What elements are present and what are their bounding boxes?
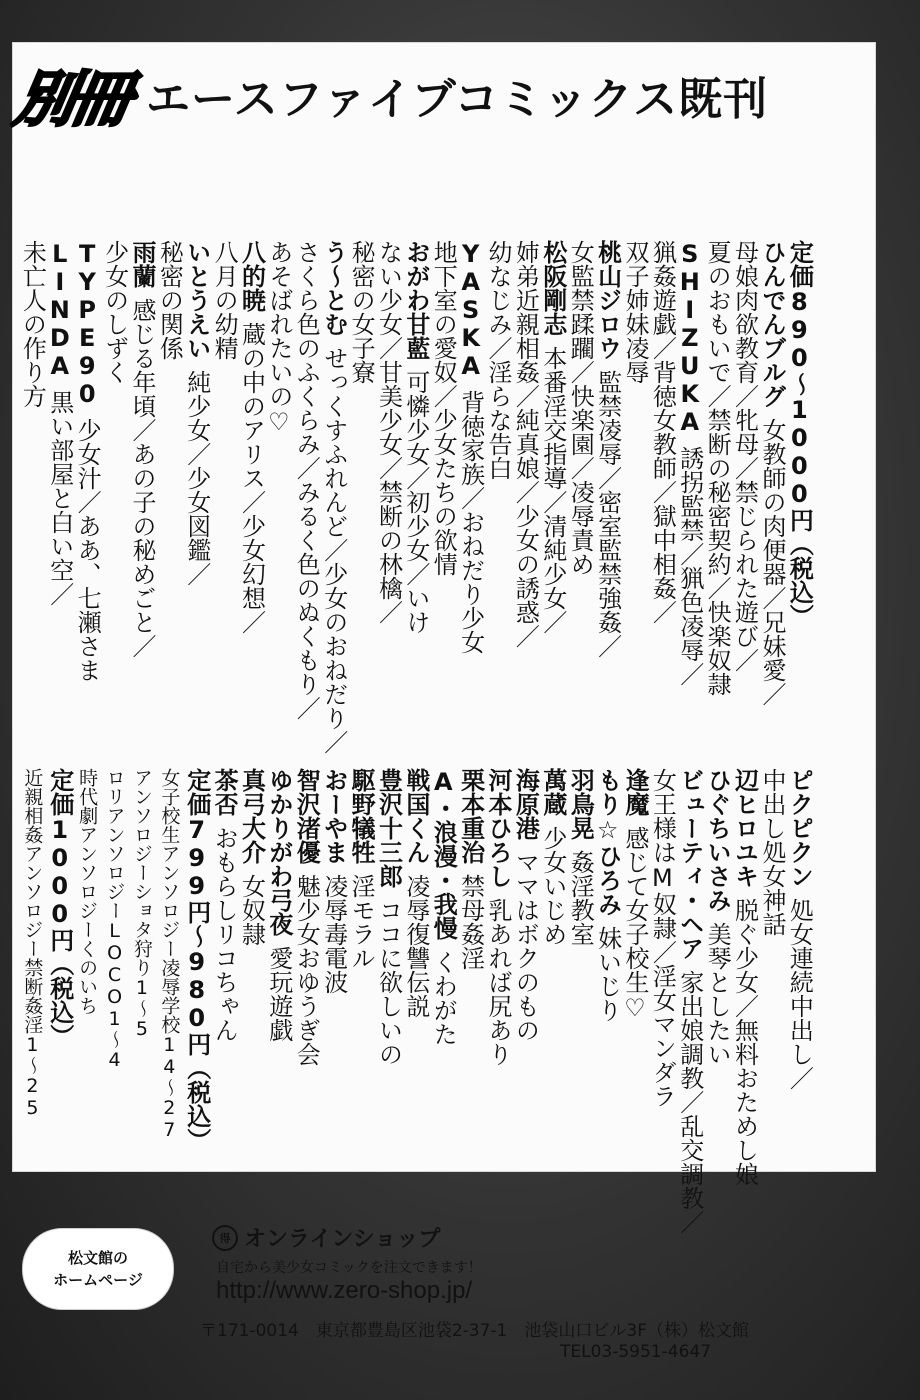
title-list: 蔵の中のアリス／少女幻想／ (237, 322, 266, 634)
shop-tagline: 自宅から美少女コミックを注文できます！ (216, 1260, 482, 1276)
title-list: せっくすふれんど／少女のおねだり／ (319, 346, 348, 754)
title-list: 秘密の女子寮 (347, 240, 376, 384)
catalog-column (237, 768, 264, 1234)
catalog-column (18, 240, 45, 754)
title-list: ココに欲しいの (374, 898, 403, 1066)
title-list: ない少女／甘美少女／禁断の林檎／ (374, 240, 403, 624)
catalog-column (511, 768, 538, 1234)
publisher-address: 〒171-0014 東京都豊島区池袋2-37-1 池袋山口ビル3F（株）松文館 (200, 1321, 749, 1341)
catalog-column (45, 240, 72, 754)
title-list: 乳あれば尻あり (484, 898, 513, 1066)
catalog-column (648, 240, 675, 754)
catalog-column (785, 240, 812, 754)
catalog-column (128, 768, 155, 1234)
author-name: 萬蔵 (538, 768, 567, 816)
author-name: LINDA (45, 240, 74, 380)
author-name: いとうえい (182, 240, 211, 360)
title-list: 少女のしずく (100, 240, 129, 384)
title-list: 猟姦遊戯／背徳女教師／獄中相姦／ (648, 240, 677, 624)
catalog-column (401, 240, 428, 754)
catalog-column (593, 768, 620, 1234)
upper-catalog-list (18, 240, 812, 754)
title-list: 誘拐監禁／猟色凌辱／ (675, 446, 704, 686)
catalog-column (538, 768, 565, 1234)
title-list: 凌辱毒電波 (319, 874, 348, 994)
shop-mark-icon: 得 (212, 1225, 238, 1251)
catalog-column (703, 768, 730, 1234)
catalog-column (100, 768, 127, 1234)
price-line: 定価1000円（税込） (45, 768, 74, 1048)
title-list: 可憐少女／初少女／いけ (401, 370, 430, 634)
homepage-badge[interactable] (22, 1228, 174, 1310)
catalog-column (730, 240, 757, 754)
catalog-column (265, 768, 292, 1234)
catalog-column (155, 240, 182, 754)
catalog-column (429, 240, 456, 754)
catalog-column (73, 768, 100, 1234)
title-list: 脱ぐ少女／無料おためし娘 (730, 898, 759, 1186)
catalog-column (566, 240, 593, 754)
title-list: 女教師の肉便器／兄妹愛／ (757, 418, 786, 706)
title-list: 魅少女おゆうぎ会 (292, 874, 321, 1066)
title-list: おもらしリコちゃん (210, 826, 239, 1042)
title-list: 少女汁／ああ、七瀬さま (73, 418, 102, 682)
catalog-column (292, 768, 319, 1234)
author-name: 桃山ジロウ (593, 240, 622, 360)
page-header (8, 60, 850, 135)
title-list: 女子校生アンソロジー凌辱学校14〜27 (158, 768, 181, 1141)
online-shop-block (212, 1222, 732, 1305)
catalog-column (456, 240, 483, 754)
title-list: 美琴としたい (703, 922, 732, 1066)
title-list: 夏のおもいで／禁断の秘密契約／快楽奴隷 (703, 240, 732, 696)
title-list: 少女いじめ (538, 826, 567, 946)
page-title: エースファイブコミックス既刊 (146, 74, 769, 125)
title-list: 未亡人の作り方 (18, 240, 47, 408)
catalog-column (374, 768, 401, 1234)
title-list: 地下室の愛奴／少女たちの欲情 (429, 240, 458, 576)
catalog-column (237, 240, 264, 754)
badge-line-2: ホームページ (53, 1271, 143, 1289)
catalog-column (128, 240, 155, 754)
catalog-column (18, 768, 45, 1234)
title-list: 処女連続中出し／ (785, 898, 814, 1090)
catalog-column (675, 240, 702, 754)
catalog-column (429, 768, 456, 1234)
author-name: おーやま (319, 768, 348, 864)
title-list: 妹いじり (593, 926, 622, 1022)
catalog-column (566, 768, 593, 1234)
author-name: YASKA (456, 240, 485, 380)
title-list: ロリアンソロジーLOCO1〜4 (103, 768, 126, 1071)
title-list: 凌辱復讐伝説 (401, 874, 430, 1018)
author-name: 栗本重治 (456, 768, 485, 864)
lower-catalog-list (18, 768, 812, 1234)
catalog-column (292, 240, 319, 754)
catalog-column (730, 768, 757, 1234)
catalog-column (758, 240, 785, 754)
title-list: 姉弟近親相姦／純真娘／少女の誘惑／ (511, 240, 540, 648)
author-name: 辺ヒロユキ (730, 768, 759, 888)
title-list: 秘密の関係 (155, 240, 184, 360)
title-list: 感じる年頃／あの子の秘めごと／ (127, 298, 156, 658)
catalog-column (675, 768, 702, 1234)
catalog-column (319, 240, 346, 754)
author-name: TYPE90 (73, 240, 102, 408)
publisher-tel: TEL03-5951-4647 (560, 1342, 712, 1362)
catalog-column (182, 768, 209, 1234)
shop-title: オンラインショップ (244, 1227, 441, 1252)
catalog-column (484, 768, 511, 1234)
author-name: う〜とむ (319, 240, 348, 336)
title-list: 本番淫交指導／清純少女／ (538, 346, 567, 634)
author-name: 智沢渚優 (292, 768, 321, 864)
title-list: 黒い部屋と白い空／ (45, 390, 74, 606)
catalog-column (210, 240, 237, 754)
catalog-column (703, 240, 730, 754)
author-name: 逢魔 (620, 768, 649, 816)
title-list: 八月の幼精 (210, 240, 239, 360)
catalog-column (155, 768, 182, 1234)
author-name: ひんでんブルグ (757, 240, 786, 408)
author-name: 海原港 (511, 768, 540, 840)
title-list: あそばれたいの♡ (264, 240, 293, 436)
title-list: 愛玩遊戯 (264, 946, 293, 1042)
catalog-column (621, 768, 648, 1234)
title-list: 淫モラル (347, 874, 376, 970)
catalog-column (374, 240, 401, 754)
price-line: 定価799円〜980円（税込） (182, 768, 211, 1152)
title-list: 家出娘調教／乱交調教／ (675, 970, 704, 1234)
title-list: ママはボクのもの (511, 850, 540, 1042)
title-list: 女王様はM奴隷／淫女マンダラ (648, 768, 677, 1108)
catalog-column (511, 240, 538, 754)
author-name: おがわ甘藍 (401, 240, 430, 360)
author-name: ピクピクン (785, 768, 814, 888)
title-list: 禁母姦淫 (456, 874, 485, 970)
catalog-column (621, 240, 648, 754)
author-name: A・浪漫・我慢 (429, 768, 458, 940)
catalog-column (538, 240, 565, 754)
title-list: 近親相姦アンソロジー禁断姦淫1〜25 (21, 768, 44, 1119)
catalog-column (182, 240, 209, 754)
author-name: 茶否 (210, 768, 239, 816)
author-name: 松阪剛志 (538, 240, 567, 336)
badge-line-1: 松文館の (67, 1249, 128, 1267)
author-name: 戦国くん (401, 768, 430, 864)
catalog-column (210, 768, 237, 1234)
author-name: ゆかりがわ弓夜 (264, 768, 293, 936)
title-list: アンソロジーショタ狩り1〜5 (130, 768, 153, 1040)
title-list: 背徳家族／おねだり少女 (456, 390, 485, 654)
catalog-column (758, 768, 785, 1234)
price-line: 定価890〜1000円（税込） (785, 240, 814, 628)
catalog-column (319, 768, 346, 1234)
catalog-column (456, 768, 483, 1234)
title-list: くわがた (429, 950, 458, 1046)
catalog-column (45, 768, 72, 1234)
catalog-column (347, 768, 374, 1234)
title-list: さくら色のふくらみ／みるく色のぬくもり／ (292, 240, 321, 720)
catalog-column (593, 240, 620, 754)
title-list: 純少女／少女図鑑／ (182, 370, 211, 586)
catalog-column (347, 240, 374, 754)
author-name: ビューティ・ヘア (675, 768, 704, 960)
title-list: 女奴隷 (237, 874, 266, 946)
bessatsu-logo: 別冊 (8, 65, 134, 135)
author-name: 真弓大介 (237, 768, 266, 864)
catalog-column (73, 240, 100, 754)
catalog-column (265, 240, 292, 754)
catalog-column (401, 768, 428, 1234)
author-name: ひぐちいさみ (703, 768, 732, 912)
author-name: 雨蘭 (127, 240, 156, 288)
catalog-column (100, 240, 127, 754)
title-list: 監禁凌辱／密室監禁強姦／ (593, 370, 622, 658)
author-name: 八的暁 (237, 240, 266, 312)
shop-url-link[interactable]: http://www.zero-shop.jp/ (216, 1277, 473, 1304)
title-list: 時代劇アンソロジーくのいち (76, 768, 99, 1015)
author-name: もり☆ひろみ (593, 768, 622, 916)
catalog-column (484, 240, 511, 754)
title-list: 中出し処女神話 (757, 768, 786, 936)
author-name: 駆野犠牲 (347, 768, 376, 864)
title-list: 感じて女子校生♡ (620, 826, 649, 1022)
author-name: SHIZUKA (675, 240, 704, 436)
title-list: 幼なじみ／淫らな告白 (484, 240, 513, 480)
author-name: 豊沢十三郎 (374, 768, 403, 888)
title-list: 双子姉妹凌辱 (620, 240, 649, 384)
title-list: 母娘肉欲教育／牝母／禁じられた遊び／ (730, 240, 759, 672)
catalog-column (648, 768, 675, 1234)
author-name: 河本ひろし (484, 768, 513, 888)
catalog-column (785, 768, 812, 1234)
author-name: 羽鳥晃 (566, 768, 595, 840)
title-list: 女監禁蹂躙／快楽園／凌辱責め (566, 240, 595, 576)
title-list: 姦淫教室 (566, 850, 595, 946)
